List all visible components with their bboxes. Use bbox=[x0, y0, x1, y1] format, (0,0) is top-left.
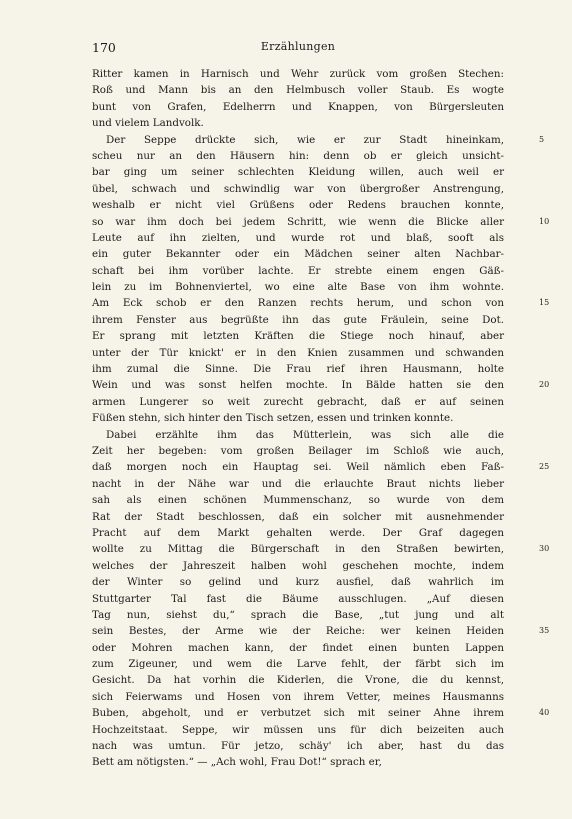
line-text: bunt von Grafen, Edelherrn und Knappen, von Bürgersleuten bbox=[92, 100, 504, 113]
text-line bbox=[92, 754, 504, 770]
text-line bbox=[92, 377, 550, 393]
text-line bbox=[92, 541, 550, 557]
line-text: Ritter kamen in Harnisch und Wehr zurück vom großen Stechen: bbox=[92, 68, 504, 80]
line-text: Stuttgarter Tal fast die Bäume ausschlugen. „Auf diesen bbox=[92, 592, 504, 605]
line-number: 20 bbox=[539, 380, 550, 390]
text-line bbox=[92, 246, 504, 262]
line-text: Der Seppe drückte sich, wie er zur Stadt hineinkam, bbox=[106, 133, 504, 146]
line-number: 25 bbox=[539, 462, 550, 472]
line-text: scheu nur an den Häusern hin: denn ob er gleich unsicht- bbox=[92, 149, 504, 162]
line-text: Gesicht. Da hat vorhin die Kiderlen, die Vrone, die du kennst, bbox=[92, 674, 504, 687]
line-text: welches der Jahreszeit halben wohl geschehen mochte, indem bbox=[92, 559, 504, 572]
text-line bbox=[92, 115, 504, 131]
text-line bbox=[92, 279, 504, 295]
page-number: 170 bbox=[92, 40, 116, 55]
line-text: oder Mohren machen kann, der findet einen bunten Lappen bbox=[92, 641, 504, 654]
line-text: Bett am nötigsten.“ — „Ach wohl, Frau Dot!“ sprach er, bbox=[92, 756, 382, 769]
text-line bbox=[92, 66, 504, 82]
line-text: und vielem Landvolk. bbox=[92, 117, 204, 130]
text-line bbox=[92, 722, 504, 738]
line-number: 35 bbox=[539, 626, 550, 636]
line-text: armen Lungerer so weit zurecht gebracht, daß er auf seinen bbox=[92, 395, 504, 408]
text-line bbox=[92, 591, 504, 607]
line-number: 40 bbox=[539, 708, 550, 718]
line-text: ein guter Bekannter oder ein Mädchen seiner alten Nachbar- bbox=[92, 248, 504, 261]
line-text: Buben, abgeholt, und er verbutzet sich mit seiner Ahne ihrem bbox=[92, 707, 504, 720]
page-header bbox=[92, 40, 504, 58]
line-text: Füßen stehn, sich hinter den Tisch setzen, essen und trinken konnte. bbox=[92, 412, 454, 425]
line-number: 30 bbox=[539, 544, 550, 554]
text-line bbox=[92, 361, 504, 377]
line-text: Rat der Stadt beschlossen, daß ein solcher mit ausnehmender bbox=[92, 510, 504, 523]
line-text: Am Eck schob er den Ranzen rechts herum, und schon von bbox=[92, 297, 504, 310]
line-text: daß morgen noch ein Hauptag sei. Weil nämlich eben Faß- bbox=[92, 461, 504, 474]
line-text: ihm zumal die Sinne. Die Frau rief ihren Hausmann, holte bbox=[92, 363, 504, 376]
text-line bbox=[92, 509, 504, 525]
line-text: Leute auf ihn zielten, und wurde rot und blaß, sooft als bbox=[92, 231, 504, 244]
text-line bbox=[92, 394, 504, 410]
text-line bbox=[92, 705, 550, 721]
line-text: unter der Tür knickt' er in den Knien zusammen und schwanden bbox=[92, 346, 504, 359]
text-line bbox=[92, 492, 504, 508]
line-text: bar ging um seiner schlechten Kleidung willen, auch weil er bbox=[92, 166, 504, 179]
line-number: 5 bbox=[539, 134, 545, 144]
text-line bbox=[92, 427, 504, 443]
text-line bbox=[92, 525, 504, 541]
line-text: Hochzeitstaat. Seppe, wir müssen uns für dich beizeiten auch bbox=[92, 723, 504, 736]
text-line bbox=[92, 214, 550, 230]
text-line bbox=[92, 295, 550, 311]
line-text: schaft bei ihm vorüber lachte. Er strebte einem engen Gäß- bbox=[92, 264, 504, 277]
text-line bbox=[92, 328, 504, 344]
text-line bbox=[92, 197, 504, 213]
line-text: Pracht auf dem Markt gehalten werde. Der Graf dagegen bbox=[92, 526, 504, 539]
line-text: Zeit her begeben: vom großen Beilager im Schloß wie auch, bbox=[92, 444, 504, 457]
text-line bbox=[92, 263, 504, 279]
body-text bbox=[92, 66, 550, 771]
line-number: 15 bbox=[539, 298, 550, 308]
line-text: so war ihm doch bei jedem Schritt, wie wenn die Blicke aller bbox=[92, 215, 504, 228]
text-line bbox=[92, 99, 504, 115]
line-text: weshalb er nicht viel Grüßens oder Redens brauchen konnte, bbox=[92, 199, 504, 212]
line-text: sein Bestes, der Arme wie der Reiche: wer keinen Heiden bbox=[92, 625, 504, 638]
line-text: nacht in der Nähe war und die erlauchte Braut nichts lieber bbox=[92, 477, 504, 490]
line-text: Roß und Mann bis an den Helmbusch voller Staub. Es wogte bbox=[92, 84, 504, 97]
text-line bbox=[92, 574, 504, 590]
text-line bbox=[92, 459, 550, 475]
text-line bbox=[92, 640, 504, 656]
text-line bbox=[92, 164, 504, 180]
line-text: sich Feierwams und Hosen von ihrem Vetter, meines Hausmanns bbox=[92, 690, 504, 703]
text-line bbox=[92, 410, 504, 426]
text-line bbox=[92, 443, 504, 459]
text-line bbox=[92, 558, 504, 574]
line-text: der Winter so gelind und kurz ausfiel, daß wahrlich im bbox=[92, 576, 504, 589]
line-text: wollte zu Mittag die Bürgerschaft in den Straßen bewirten, bbox=[92, 543, 504, 556]
text-line bbox=[92, 476, 504, 492]
line-text: ihrem Fenster aus begrüßte ihn das gute Fräulein, seine Dot. bbox=[92, 313, 504, 326]
line-text: Wein und was sonst helfen mochte. In Bälde hatten sie den bbox=[92, 379, 504, 392]
line-text: nach was umtun. Für jetzo, schäy' ich aber, hast du das bbox=[92, 740, 504, 753]
text-line bbox=[92, 345, 504, 361]
line-text: Tag nun, siehst du,“ sprach die Base, „tut jung und alt bbox=[92, 608, 504, 621]
text-line bbox=[92, 148, 504, 164]
text-line bbox=[92, 656, 504, 672]
line-text: Er sprang mit letzten Kräften die Stiege noch hinauf, aber bbox=[92, 330, 504, 343]
line-text: sah als einen schönen Mummenschanz, so wurde von dem bbox=[92, 494, 504, 507]
line-text: zum Zigeuner, und wem die Larve fehlt, der färbt sich im bbox=[92, 658, 504, 671]
text-line bbox=[92, 689, 504, 705]
text-line bbox=[92, 132, 545, 148]
text-line bbox=[92, 672, 504, 688]
text-line bbox=[92, 623, 550, 639]
text-line bbox=[92, 607, 504, 623]
running-head: Erzählungen bbox=[260, 40, 336, 53]
line-text: Dabei erzählte ihm das Mütterlein, was sich alle die bbox=[106, 428, 504, 441]
text-line bbox=[92, 230, 504, 246]
line-number: 10 bbox=[539, 216, 550, 226]
text-line bbox=[92, 312, 504, 328]
text-line bbox=[92, 82, 504, 98]
line-text: übel, schwach und schwindlig war von übergroßer Anstrengung, bbox=[92, 182, 504, 195]
text-line bbox=[92, 181, 504, 197]
line-text: lein zu im Bohnenviertel, wo eine alte Base von ihm wohnte. bbox=[92, 281, 504, 294]
text-line bbox=[92, 738, 504, 754]
